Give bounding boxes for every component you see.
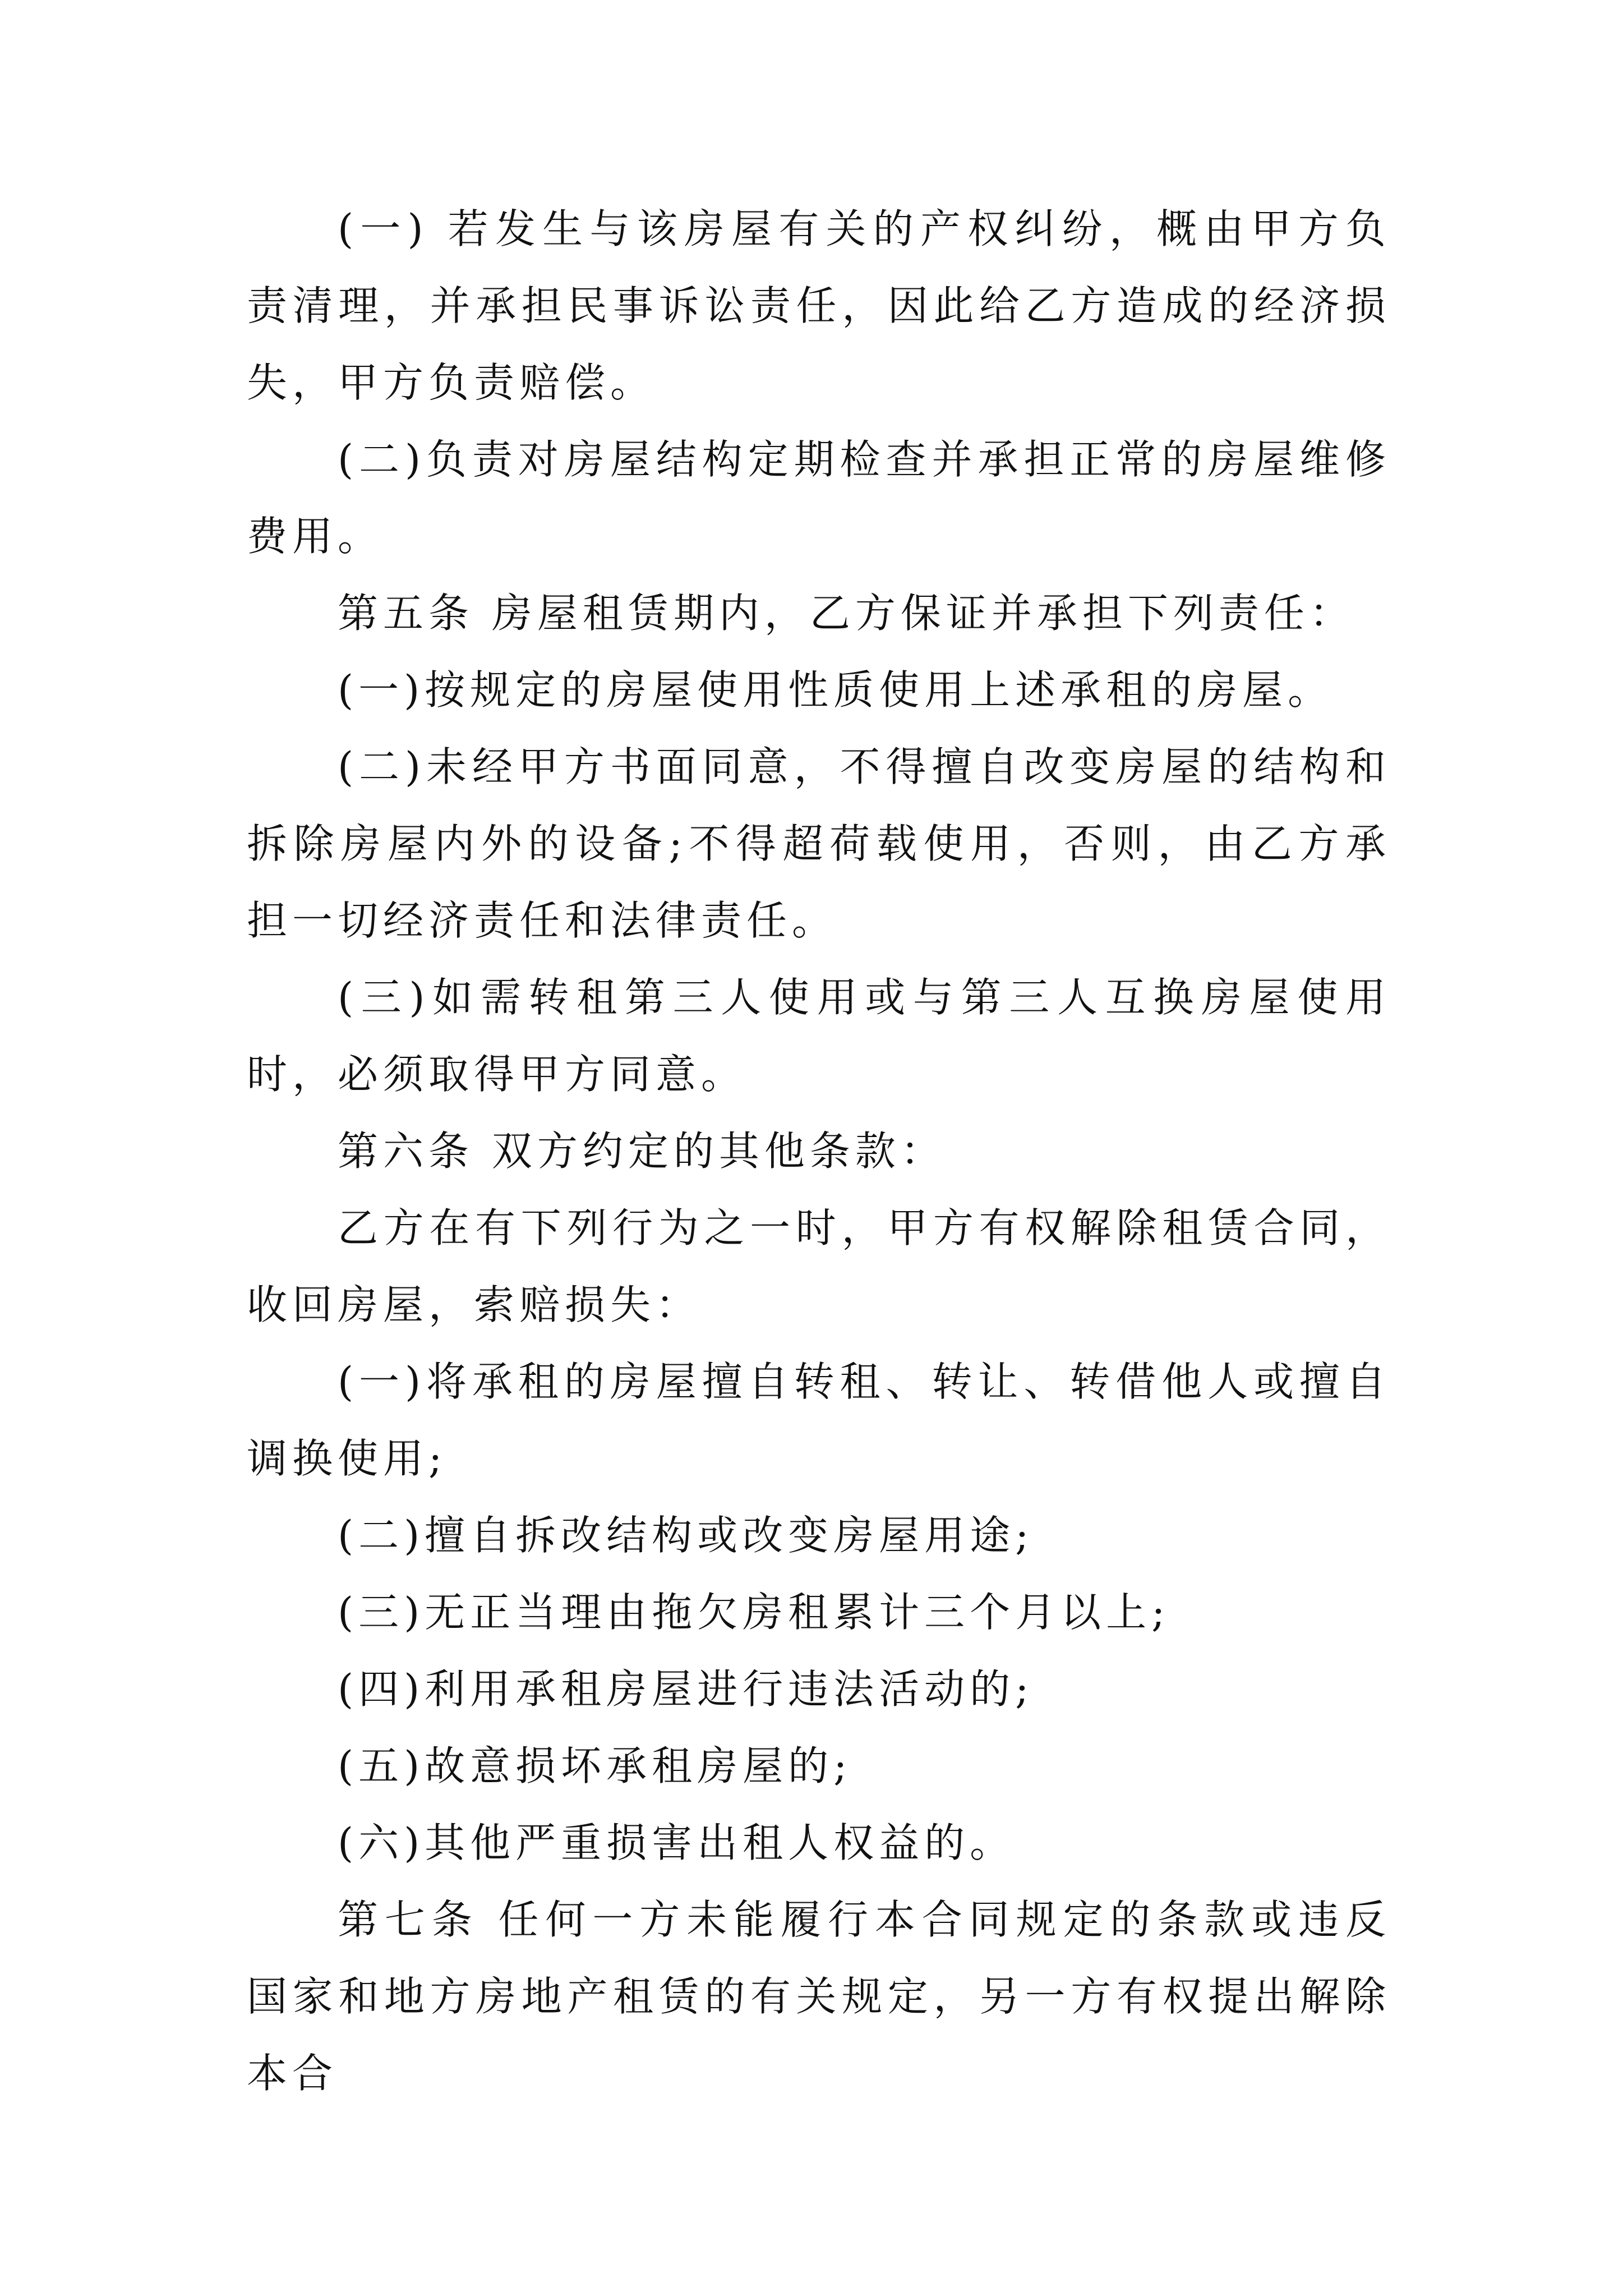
document-body [247, 191, 1391, 2112]
paragraph-termination-5: (五)故意损坏承租房屋的; [338, 1742, 852, 1789]
paragraph-article-6: 第六条 双方约定的其他条款： [338, 1128, 946, 1175]
paragraph-termination-1: (一)将承租的房屋擅自转租、转让、转借他人或擅自调换使用; [247, 1358, 1391, 1482]
paragraph-landlord-duty-1: (一) 若发生与该房屋有关的产权纠纷，概由甲方负责清理，并承担民事诉讼责任，因此给乙方造成的经济损失，甲方负责赔偿。 [247, 205, 1391, 406]
paragraph-termination-4: (四)利用承租房屋进行违法活动的; [338, 1665, 1034, 1713]
paragraph-article-5: 第五条 房屋租赁期内，乙方保证并承担下列责任： [338, 590, 1355, 637]
paragraph-tenant-duty-1: (一)按规定的房屋使用性质使用上述承租的房屋。 [338, 666, 1334, 714]
paragraph-termination-6: (六)其他严重损害出租人权益的。 [338, 1819, 1016, 1866]
paragraph-article-7: 第七条 任何一方未能履行本合同规定的条款或违反国家和地方房地产租赁的有关规定，另一方有权提出解除本合 [247, 1896, 1391, 2097]
paragraph-termination-intro: 乙方在有下列行为之一时，甲方有权解除租赁合同，收回房屋，索赔损失： [247, 1204, 1391, 1328]
paragraph-termination-2: (二)擅自拆改结构或改变房屋用途; [338, 1512, 1034, 1559]
paragraph-termination-3: (三)无正当理由拖欠房租累计三个月以上; [338, 1589, 1170, 1636]
paragraph-landlord-duty-2: (二)负责对房屋结构定期检查并承担正常的房屋维修费用。 [247, 436, 1391, 560]
paragraph-tenant-duty-2: (二)未经甲方书面同意，不得擅自改变房屋的结构和拆除房屋内外的设备;不得超荷载使用，否则，由乙方承担一切经济责任和法律责任。 [247, 743, 1391, 944]
paragraph-tenant-duty-3: (三)如需转租第三人使用或与第三人互换房屋使用时，必须取得甲方同意。 [247, 974, 1391, 1098]
